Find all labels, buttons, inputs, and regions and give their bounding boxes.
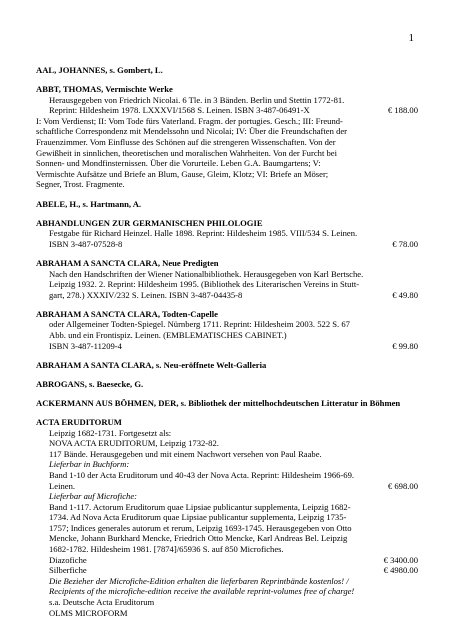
entry-heading: ABROGANS, s. Baesecke, G. bbox=[36, 378, 144, 389]
price: € 78.00 bbox=[392, 238, 418, 249]
catalog-entry bbox=[36, 258, 418, 300]
entry-line: Mencke, Johann Burkhard Mencke, Friedrich Otto Mencke, Karl Andreas Bel. Leipzig bbox=[49, 533, 348, 544]
entry-line: I: Vom Verdienst; II: Vom Tode fürs Vaterland. Fragm. der portugies. Gesch.; III: Freund- bbox=[36, 115, 343, 126]
entry-price-line bbox=[36, 290, 418, 301]
entry-heading: ABRAHAM A SANCTA CLARA, Todten-Capelle bbox=[36, 308, 218, 319]
entry-note: Recipients of the microfiche-edition receive the available reprint-volumes free of charge! bbox=[49, 586, 355, 597]
entry-line: Segner, Trost. Fragmente. bbox=[36, 179, 125, 190]
entry-line: 117 Bände. Herausgegeben und mit einem Nachwort versehen von Paul Raabe. bbox=[49, 448, 322, 459]
catalog-listing bbox=[36, 65, 418, 627]
entry-line: schaftliche Correspondenz mit Mendelssohn und Nicolai; IV: Über die Freundschaften der bbox=[36, 126, 348, 137]
page-number: 1 bbox=[408, 32, 414, 44]
entry-line: NOVA ACTA ERUDITORUM, Leipzig 1732-82. bbox=[49, 438, 219, 449]
entry-line: Leinen. bbox=[49, 480, 76, 491]
price: € 3400.00 bbox=[383, 554, 418, 565]
price: € 99.80 bbox=[392, 340, 418, 351]
entry-line: OLMS MICROFORM bbox=[49, 607, 128, 618]
entry-heading: ABBT, THOMAS, Vermischte Werke bbox=[36, 84, 173, 95]
entry-line: Gewißheit in sinnlichen, theoretischen und moralischen Wahrheiten. Von der Furcht bei bbox=[36, 147, 337, 158]
catalog-entry bbox=[36, 360, 418, 371]
catalog-entry bbox=[36, 379, 418, 390]
entry-line: 1757; Indices generales autorum et rerum, Leipzig 1693-1745. Herausgegeben von Otto bbox=[49, 522, 352, 533]
entry-line: Reprint: Hildesheim 1978. LXXXVI/1568 S. Leinen. ISBN 3-487-06491-X bbox=[49, 105, 310, 116]
entry-line: Leipzig 1682-1731. Fortgesetzt als: bbox=[49, 427, 172, 438]
entry-line: s.a. Deutsche Acta Eruditorum bbox=[49, 597, 155, 608]
catalog-entry bbox=[36, 417, 418, 618]
entry-heading: AAL, JOHANNES, s. Gombert, L. bbox=[36, 65, 163, 75]
entry-line: Nach den Handschriften der Wiener Nationalbibliothek. Herausgegeben von Karl Bertsche. bbox=[49, 268, 364, 279]
entry-line: ISBN 3-487-11209-4 bbox=[49, 340, 122, 351]
entry-heading: ABRAHAM A SANTA CLARA, s. Neu-eröffnete Welt-Galleria bbox=[36, 359, 267, 370]
entry-line: Frauenzimmer. Vom Einflusse des Schönen auf die strengeren Wissenschaften. Von der bbox=[36, 137, 336, 148]
entry-line: Band 1-117. Actorum Eruditorum quae Lipsiae publicantur supplementa, Leipzig 1682- bbox=[49, 501, 351, 512]
entry-line: Herausgegeben von Friedrich Nicolai. 6 Tle. in 3 Bänden. Berlin und Stettin 1772-81. bbox=[49, 94, 345, 105]
entry-heading: ACTA ERUDITORUM bbox=[36, 416, 122, 427]
entry-price-line bbox=[36, 481, 418, 492]
entry-line: Sonnen- und Mondfinsternissen. Über die Vorurteile. Leben G.A. Baumgartens; V: bbox=[36, 158, 321, 169]
entry-line: Leipzig 1932. 2. Reprint: Hildesheim 1995. (Bibliothek des Literarischen Vereins in Stutt- bbox=[49, 279, 360, 290]
catalog-entry bbox=[36, 84, 418, 190]
entry-line: Silberfiche bbox=[49, 565, 87, 576]
entry-line: Festgabe für Richard Heinzel. Halle 1898. Reprint: Hildesheim 1985. VIII/534 S. Leinen. bbox=[49, 228, 358, 239]
entry-heading: ACKERMANN AUS BÖHMEN, DER, s. Bibliothek der mittelhochdeutschen Litteratur in Böhmen bbox=[36, 397, 401, 408]
entry-line: gart, 278.) XXXIV/232 S. Leinen. ISBN 3-487-04435-8 bbox=[49, 289, 243, 300]
price: € 49.80 bbox=[392, 289, 418, 300]
entry-price-line bbox=[36, 239, 418, 250]
entry-heading: ABHANDLUNGEN ZUR GERMANISCHEN PHILOLOGIE bbox=[36, 217, 263, 228]
entry-price-line bbox=[36, 341, 418, 352]
entry-line: Abb. und ein Frontispiz. Leinen. (EMBLEMATISCHES CABINET.) bbox=[49, 329, 287, 340]
price: € 188.00 bbox=[387, 105, 418, 116]
catalog-entry bbox=[36, 309, 418, 351]
entry-line: ISBN 3-487-07528-8 bbox=[49, 238, 123, 249]
entry-line: 1682-1782. Hildesheim 1981. [7874]/65936 S. auf 850 Microfiches. bbox=[49, 544, 284, 555]
entry-line: Diazofiche bbox=[49, 554, 87, 565]
catalog-entry bbox=[36, 65, 418, 76]
price: € 4980.00 bbox=[383, 565, 418, 576]
entry-line: 1734. Ad Nova Acta Eruditorum quae Lipsiae publicantur supplementa, Leipzig 1735- bbox=[49, 512, 347, 523]
price: € 698.00 bbox=[387, 480, 418, 491]
entry-heading: ABELE, H., s. Hartmann, A. bbox=[36, 198, 142, 209]
entry-note: Die Bezieher der Microfiche-Edition erhalten die lieferbaren Reprintbände kostenlos! / bbox=[49, 575, 349, 586]
entry-line: oder Allgemeiner Todten-Spiegel. Nürnberg 1711. Reprint: Hildesheim 2003. 522 S. 67 bbox=[49, 319, 350, 330]
entry-price-line bbox=[36, 555, 418, 566]
entry-subheading: Lieferbar in Buchform: bbox=[49, 459, 130, 470]
entry-heading: ABRAHAM A SANCTA CLARA, Neue Predigten bbox=[36, 257, 219, 268]
entry-price-line bbox=[36, 105, 418, 116]
catalog-entry bbox=[36, 199, 418, 210]
entry-line: Band 1-10 der Acta Eruditorum und 40-43 der Nova Acta. Reprint: Hildesheim 1966-69. bbox=[49, 469, 355, 480]
catalog-entry bbox=[36, 218, 418, 250]
catalog-entry bbox=[36, 398, 418, 409]
entry-line: Vermischte Aufsätze und Briefe an Blum, Gause, Gleim, Klotz; VI: Briefe an Möser; bbox=[36, 168, 329, 179]
entry-price-line bbox=[36, 565, 418, 576]
entry-subheading: Lieferbar auf Microfiche: bbox=[49, 491, 137, 502]
